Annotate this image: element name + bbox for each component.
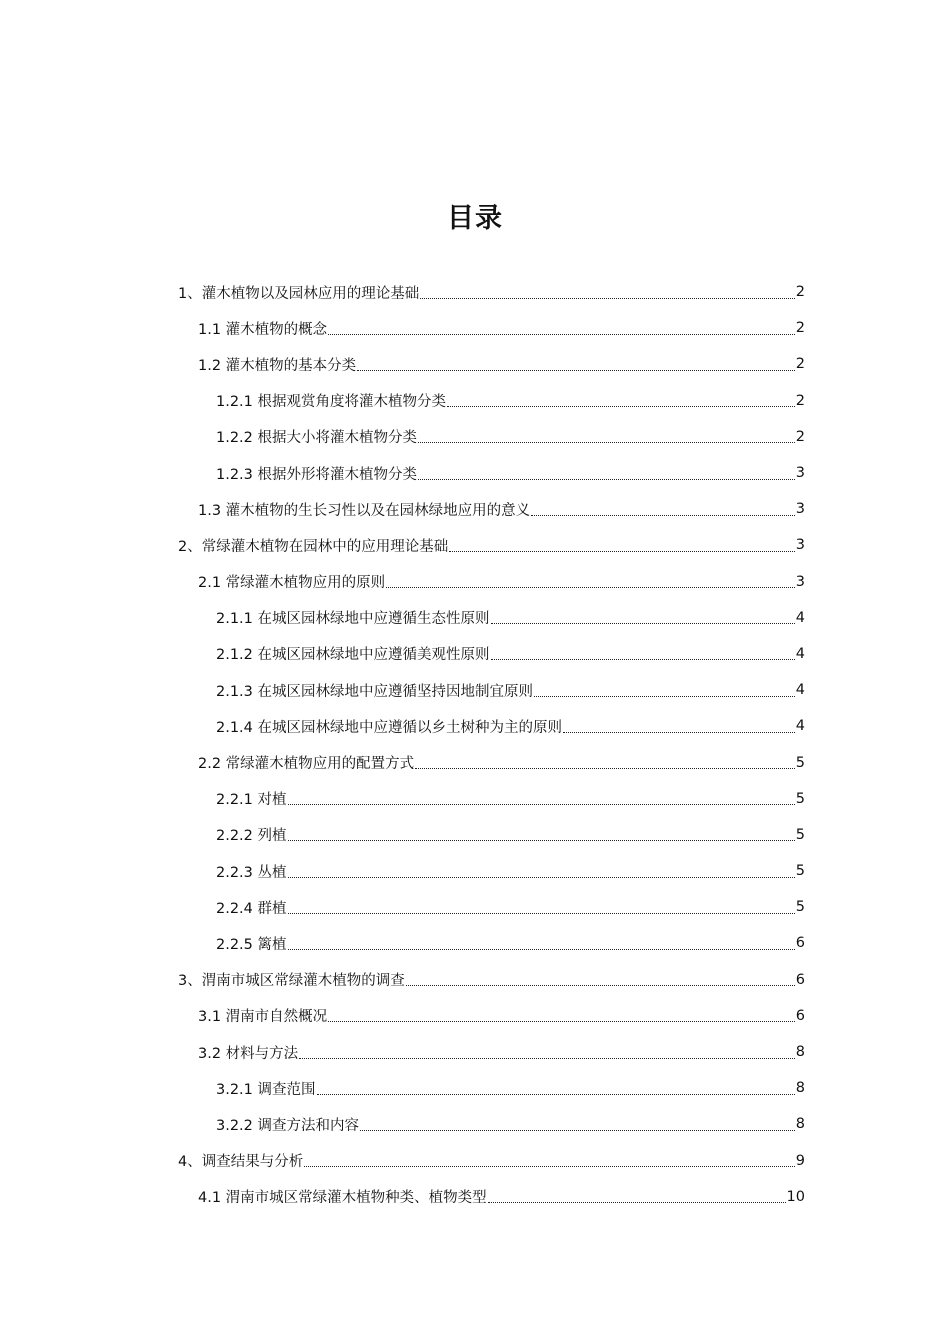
toc-entry-page-number: 3 xyxy=(795,537,805,554)
toc-entry-label: 3、渭南市城区常绿灌木植物的调查 xyxy=(178,973,405,990)
dot-leader xyxy=(328,1013,795,1022)
toc-entry-label: 2.2.2 列植 xyxy=(216,828,287,845)
toc-entry-page-number: 3 xyxy=(795,465,805,482)
toc-entry-label: 2.2.1 对植 xyxy=(216,792,287,809)
toc-entry-label: 3.2 材料与方法 xyxy=(198,1045,299,1062)
toc-entry[interactable] xyxy=(0,455,950,491)
toc-entry[interactable] xyxy=(0,1179,950,1215)
dot-leader xyxy=(418,434,795,443)
toc-entry[interactable] xyxy=(0,274,950,310)
toc-entry[interactable] xyxy=(0,564,950,600)
dot-leader xyxy=(488,1194,786,1203)
toc-entry-label: 2.1.1 在城区园林绿地中应遵循生态性原则 xyxy=(216,611,490,628)
toc-entry-page-number: 2 xyxy=(795,428,805,445)
toc-entry[interactable] xyxy=(0,346,950,382)
toc-entry-label: 2.1.4 在城区园林绿地中应遵循以乡土树种为主的原则 xyxy=(216,719,563,736)
toc-entry-label: 2.2.4 群植 xyxy=(216,900,287,917)
dot-leader xyxy=(406,977,795,986)
dot-leader xyxy=(420,290,795,299)
toc-entry-label: 2.2.5 篱植 xyxy=(216,936,287,953)
dot-leader xyxy=(288,941,795,950)
toc-entry[interactable] xyxy=(0,383,950,419)
toc-entry-page-number: 5 xyxy=(795,826,805,843)
toc-entry-page-number: 3 xyxy=(795,573,805,590)
toc-entry[interactable] xyxy=(0,672,950,708)
dot-leader xyxy=(386,579,795,588)
toc-entry-label: 1.2.2 根据大小将灌木植物分类 xyxy=(216,430,418,447)
toc-entry[interactable] xyxy=(0,853,950,889)
toc-entry-page-number: 6 xyxy=(795,935,805,952)
toc-entry-label: 4、调查结果与分析 xyxy=(178,1154,304,1171)
toc-entry[interactable] xyxy=(0,998,950,1034)
toc-entry-label: 1、灌木植物以及园林应用的理论基础 xyxy=(178,285,420,302)
toc-entry[interactable] xyxy=(0,708,950,744)
toc-title: 目录 xyxy=(447,203,503,234)
toc-entry[interactable] xyxy=(0,600,950,636)
dot-leader xyxy=(449,543,795,552)
dot-leader xyxy=(328,326,795,335)
toc-entry[interactable] xyxy=(0,889,950,925)
toc-entry-label: 2、常绿灌木植物在园林中的应用理论基础 xyxy=(178,538,449,555)
toc-entry-label: 3.2.1 调查范围 xyxy=(216,1081,316,1098)
toc-entry[interactable] xyxy=(0,1106,950,1142)
toc-list xyxy=(0,274,950,1215)
toc-entry-label: 1.3 灌木植物的生长习性以及在园林绿地应用的意义 xyxy=(198,502,531,519)
toc-entry-label: 1.2 灌木植物的基本分类 xyxy=(198,357,357,374)
toc-entry-label: 1.2.1 根据观赏角度将灌木植物分类 xyxy=(216,394,447,411)
dot-leader xyxy=(491,615,795,624)
dot-leader xyxy=(288,832,795,841)
toc-entry-page-number: 2 xyxy=(795,356,805,373)
toc-entry[interactable] xyxy=(0,925,950,961)
toc-entry-label: 2.2.3 丛植 xyxy=(216,864,287,881)
toc-entry-page-number: 5 xyxy=(795,754,805,771)
toc-entry-label: 2.1.2 在城区园林绿地中应遵循美观性原则 xyxy=(216,647,490,664)
toc-entry[interactable] xyxy=(0,419,950,455)
toc-entry-page-number: 2 xyxy=(795,392,805,409)
toc-entry-page-number: 3 xyxy=(795,501,805,518)
dot-leader xyxy=(304,1158,795,1167)
toc-entry[interactable] xyxy=(0,1070,950,1106)
toc-entry-page-number: 5 xyxy=(795,863,805,880)
toc-entry-page-number: 8 xyxy=(795,1044,805,1061)
dot-leader xyxy=(317,1086,795,1095)
toc-entry-page-number: 8 xyxy=(795,1116,805,1133)
dot-leader xyxy=(357,362,795,371)
toc-entry[interactable] xyxy=(0,491,950,527)
toc-entry-label: 2.1.3 在城区园林绿地中应遵循坚持因地制宜原则 xyxy=(216,683,534,700)
toc-entry-page-number: 8 xyxy=(795,1080,805,1097)
toc-entry-page-number: 2 xyxy=(795,284,805,301)
dot-leader xyxy=(418,471,795,480)
toc-entry-label: 1.2.3 根据外形将灌木植物分类 xyxy=(216,466,418,483)
toc-entry-page-number: 4 xyxy=(795,718,805,735)
toc-entry-page-number: 6 xyxy=(795,1007,805,1024)
dot-leader xyxy=(491,651,795,660)
toc-entry-label: 2.2 常绿灌木植物应用的配置方式 xyxy=(198,756,415,773)
dot-leader xyxy=(360,1122,795,1131)
toc-entry-page-number: 6 xyxy=(795,971,805,988)
toc-entry[interactable] xyxy=(0,817,950,853)
toc-entry-label: 3.1 渭南市自然概况 xyxy=(198,1009,328,1026)
toc-entry-label: 3.2.2 调查方法和内容 xyxy=(216,1117,360,1134)
toc-entry[interactable] xyxy=(0,1034,950,1070)
toc-entry[interactable] xyxy=(0,310,950,346)
toc-entry[interactable] xyxy=(0,962,950,998)
toc-entry-label: 4.1 渭南市城区常绿灌木植物种类、植物类型 xyxy=(198,1190,487,1207)
dot-leader xyxy=(447,398,795,407)
dot-leader xyxy=(299,1050,795,1059)
dot-leader xyxy=(563,724,795,733)
toc-entry-page-number: 4 xyxy=(795,682,805,699)
toc-entry-page-number: 2 xyxy=(795,320,805,337)
toc-entry-page-number: 10 xyxy=(786,1188,805,1205)
toc-entry-page-number: 9 xyxy=(795,1152,805,1169)
dot-leader xyxy=(531,507,795,516)
toc-entry[interactable] xyxy=(0,636,950,672)
dot-leader xyxy=(534,688,795,697)
toc-entry-page-number: 4 xyxy=(795,645,805,662)
toc-entry-page-number: 5 xyxy=(795,790,805,807)
toc-entry-label: 2.1 常绿灌木植物应用的原则 xyxy=(198,575,386,592)
dot-leader xyxy=(288,905,795,914)
toc-entry-page-number: 4 xyxy=(795,609,805,626)
toc-entry[interactable] xyxy=(0,1143,950,1179)
toc-entry-label: 1.1 灌木植物的概念 xyxy=(198,321,328,338)
dot-leader xyxy=(288,796,795,805)
toc-entry[interactable] xyxy=(0,527,950,563)
dot-leader xyxy=(415,760,795,769)
toc-entry[interactable] xyxy=(0,781,950,817)
toc-entry[interactable] xyxy=(0,744,950,780)
toc-entry-page-number: 5 xyxy=(795,899,805,916)
dot-leader xyxy=(288,869,795,878)
